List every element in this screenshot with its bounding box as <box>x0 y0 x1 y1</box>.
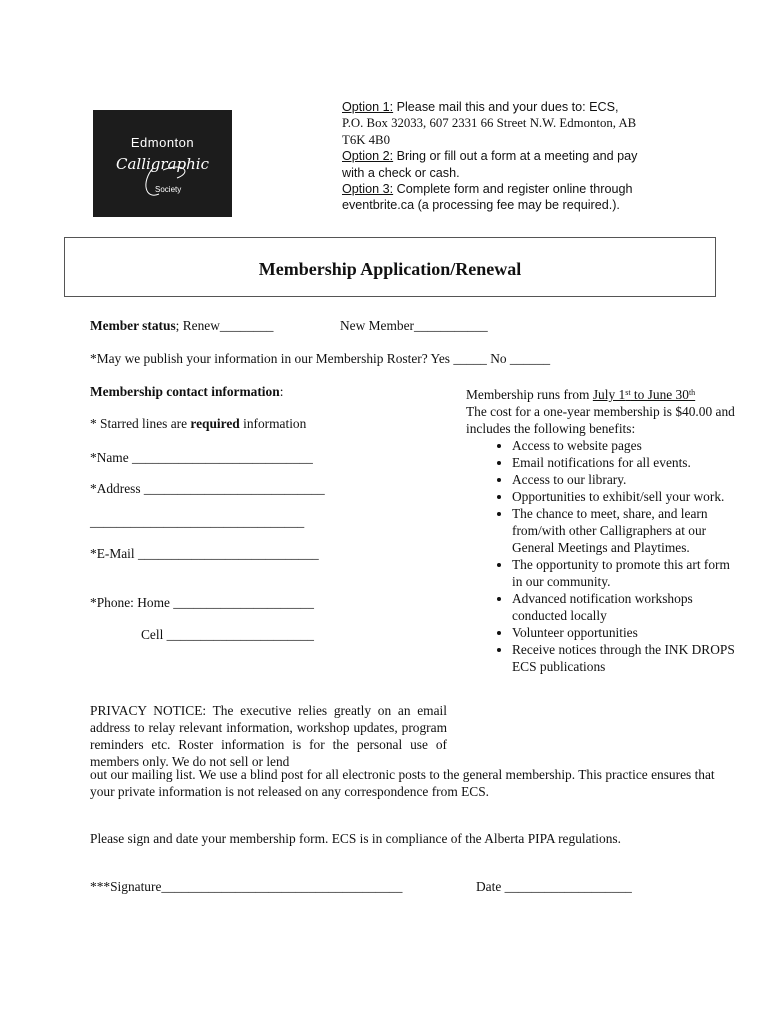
logo-line-calligraphic: Calligraphic <box>116 155 209 173</box>
ecs-logo <box>93 110 232 217</box>
list-item: • Access to website pages <box>512 437 738 454</box>
option-2-label: Option 2: <box>342 149 394 164</box>
logo-line-edmonton: Edmonton <box>130 135 195 150</box>
address-line2-field[interactable]: ________________________________ <box>90 514 305 529</box>
benefits-list <box>466 437 738 675</box>
option-3-text-cont: eventbrite.ca (a processing fee may be required.). <box>342 198 620 213</box>
name-field[interactable]: *Name ___________________________ <box>90 450 313 465</box>
list-item: • Advanced notification workshops conducted locally <box>512 590 738 624</box>
signature-field[interactable]: ***Signature____________________________________ <box>90 879 403 894</box>
starred-note-bold: required <box>190 416 240 431</box>
member-status-row <box>90 318 274 334</box>
list-item: • Volunteer opportunities <box>512 624 738 641</box>
contact-heading <box>90 384 283 400</box>
membership-period-dates <box>593 387 695 402</box>
option-3-text: Complete form and register online through <box>393 182 633 197</box>
membership-period <box>466 386 738 403</box>
logo-line-society: Society <box>155 185 182 194</box>
privacy-notice-cont: out our mailing list. We use a blind post for all electronic posts to the general membership. This practice ensures that your private information is not released on any correspondence from ECS. <box>90 767 715 799</box>
list-item: • Opportunities to exhibit/sell your work. <box>512 488 738 505</box>
mailing-address-line1: P.O. Box 32033, 607 2331 66 Street N.W. Edmonton, AB <box>342 116 637 131</box>
starred-note-post: information <box>239 416 307 431</box>
date-field[interactable]: Date ___________________ <box>476 879 632 894</box>
option-1-text: Please mail this and your dues to: ECS, <box>393 100 619 114</box>
cell-field[interactable]: Cell ______________________ <box>141 627 314 642</box>
payment-options <box>342 99 682 214</box>
list-item: • Access to our library. <box>512 471 738 488</box>
membership-info <box>466 386 738 675</box>
privacy-notice: PRIVACY NOTICE: The executive relies greatly on an email address to relay relevant information, workshop updates, program reminders etc. Roster information is for the personal use of members only. We do not sell or lend <box>90 703 447 769</box>
option-2-text: Bring or fill out a form at a meeting and pay <box>393 149 638 164</box>
renew-field[interactable]: ; Renew________ <box>175 318 274 333</box>
contact-heading-colon: : <box>279 384 284 399</box>
period-end-sup: th <box>688 388 696 397</box>
starred-note <box>90 416 306 432</box>
membership-period-pre: Membership runs from <box>466 387 593 402</box>
mailing-address-line2: T6K 4B0 <box>342 132 390 147</box>
list-item: • The chance to meet, share, and learn from/with other Calligraphers at our General Meetings and Playtimes. <box>512 505 738 556</box>
option-1-label: Option 1: <box>342 100 394 114</box>
period-start-sup: st <box>625 388 631 397</box>
email-field[interactable]: *E-Mail ___________________________ <box>90 546 319 561</box>
address-field[interactable]: *Address ___________________________ <box>90 481 325 496</box>
phone-home-field[interactable]: *Phone: Home _____________________ <box>90 595 314 610</box>
form-title: Membership Application/Renewal <box>258 259 522 279</box>
member-status-label: Member status <box>90 318 176 333</box>
period-end: to June 30 <box>630 387 689 402</box>
option-2-text-cont: with a check or cash. <box>342 165 460 180</box>
option-3-label: Option 3: <box>342 182 394 197</box>
publish-roster-question[interactable]: *May we publish your information in our Membership Roster? Yes _____ No ______ <box>90 351 551 366</box>
starred-note-pre: * Starred lines are <box>90 416 191 431</box>
period-start: July 1 <box>592 387 626 402</box>
list-item: • Receive notices through the INK DROPS ECS publications <box>512 641 738 675</box>
sign-instruction: Please sign and date your membership form. ECS is in compliance of the Alberta PIPA regulations. <box>90 831 621 846</box>
membership-cost: The cost for a one-year membership is $40.00 and includes the following benefits: <box>466 404 735 436</box>
list-item: • The opportunity to promote this art form in our community. <box>512 556 738 590</box>
new-member-field[interactable]: New Member___________ <box>340 318 488 333</box>
contact-heading-label: Membership contact information <box>90 384 280 399</box>
list-item: • Email notifications for all events. <box>512 454 738 471</box>
